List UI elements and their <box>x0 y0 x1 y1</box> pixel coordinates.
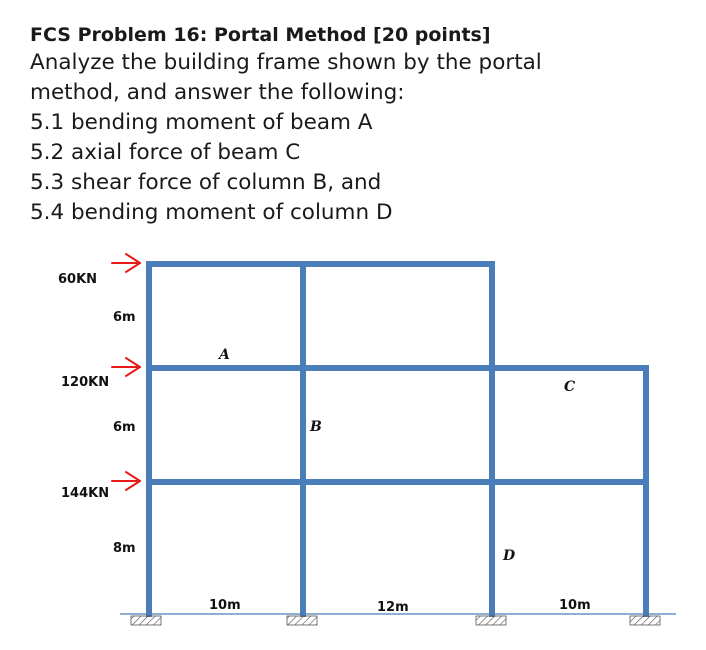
load-arrow-second-floor <box>112 358 140 376</box>
story-height-bottom: 8m <box>113 541 136 556</box>
bay-width-2: 12m <box>377 600 409 615</box>
question-5-1: 5.1 bending moment of beam A <box>30 110 373 135</box>
bay-width-3: 10m <box>559 598 591 613</box>
bay-width-1: 10m <box>209 598 241 613</box>
member-label-a: A <box>219 347 230 363</box>
load-label-120kn: 120KN <box>61 375 110 390</box>
problem-title: FCS Problem 16: Portal Method [20 points] <box>30 24 491 46</box>
support-4 <box>630 616 660 625</box>
fixed-supports <box>131 616 660 625</box>
member-label-c: C <box>564 379 576 395</box>
member-label-d: D <box>503 548 516 564</box>
statement-line-2: method, and answer the following: <box>30 80 405 105</box>
load-label-60kn: 60KN <box>58 272 98 287</box>
member-label-b: B <box>310 419 322 435</box>
story-height-top: 6m <box>113 310 136 325</box>
load-label-144kn: 144KN <box>61 486 110 501</box>
story-height-middle: 6m <box>113 420 136 435</box>
support-3 <box>476 616 506 625</box>
support-2 <box>287 616 317 625</box>
support-1 <box>131 616 161 625</box>
question-5-4: 5.4 bending moment of column D <box>30 200 393 225</box>
statement-line-1: Analyze the building frame shown by the portal <box>30 50 542 75</box>
question-5-2: 5.2 axial force of beam C <box>30 140 301 165</box>
load-arrow-roof <box>112 254 140 272</box>
load-arrow-first-floor <box>112 472 140 490</box>
question-5-3: 5.3 shear force of column B, and <box>30 170 382 195</box>
